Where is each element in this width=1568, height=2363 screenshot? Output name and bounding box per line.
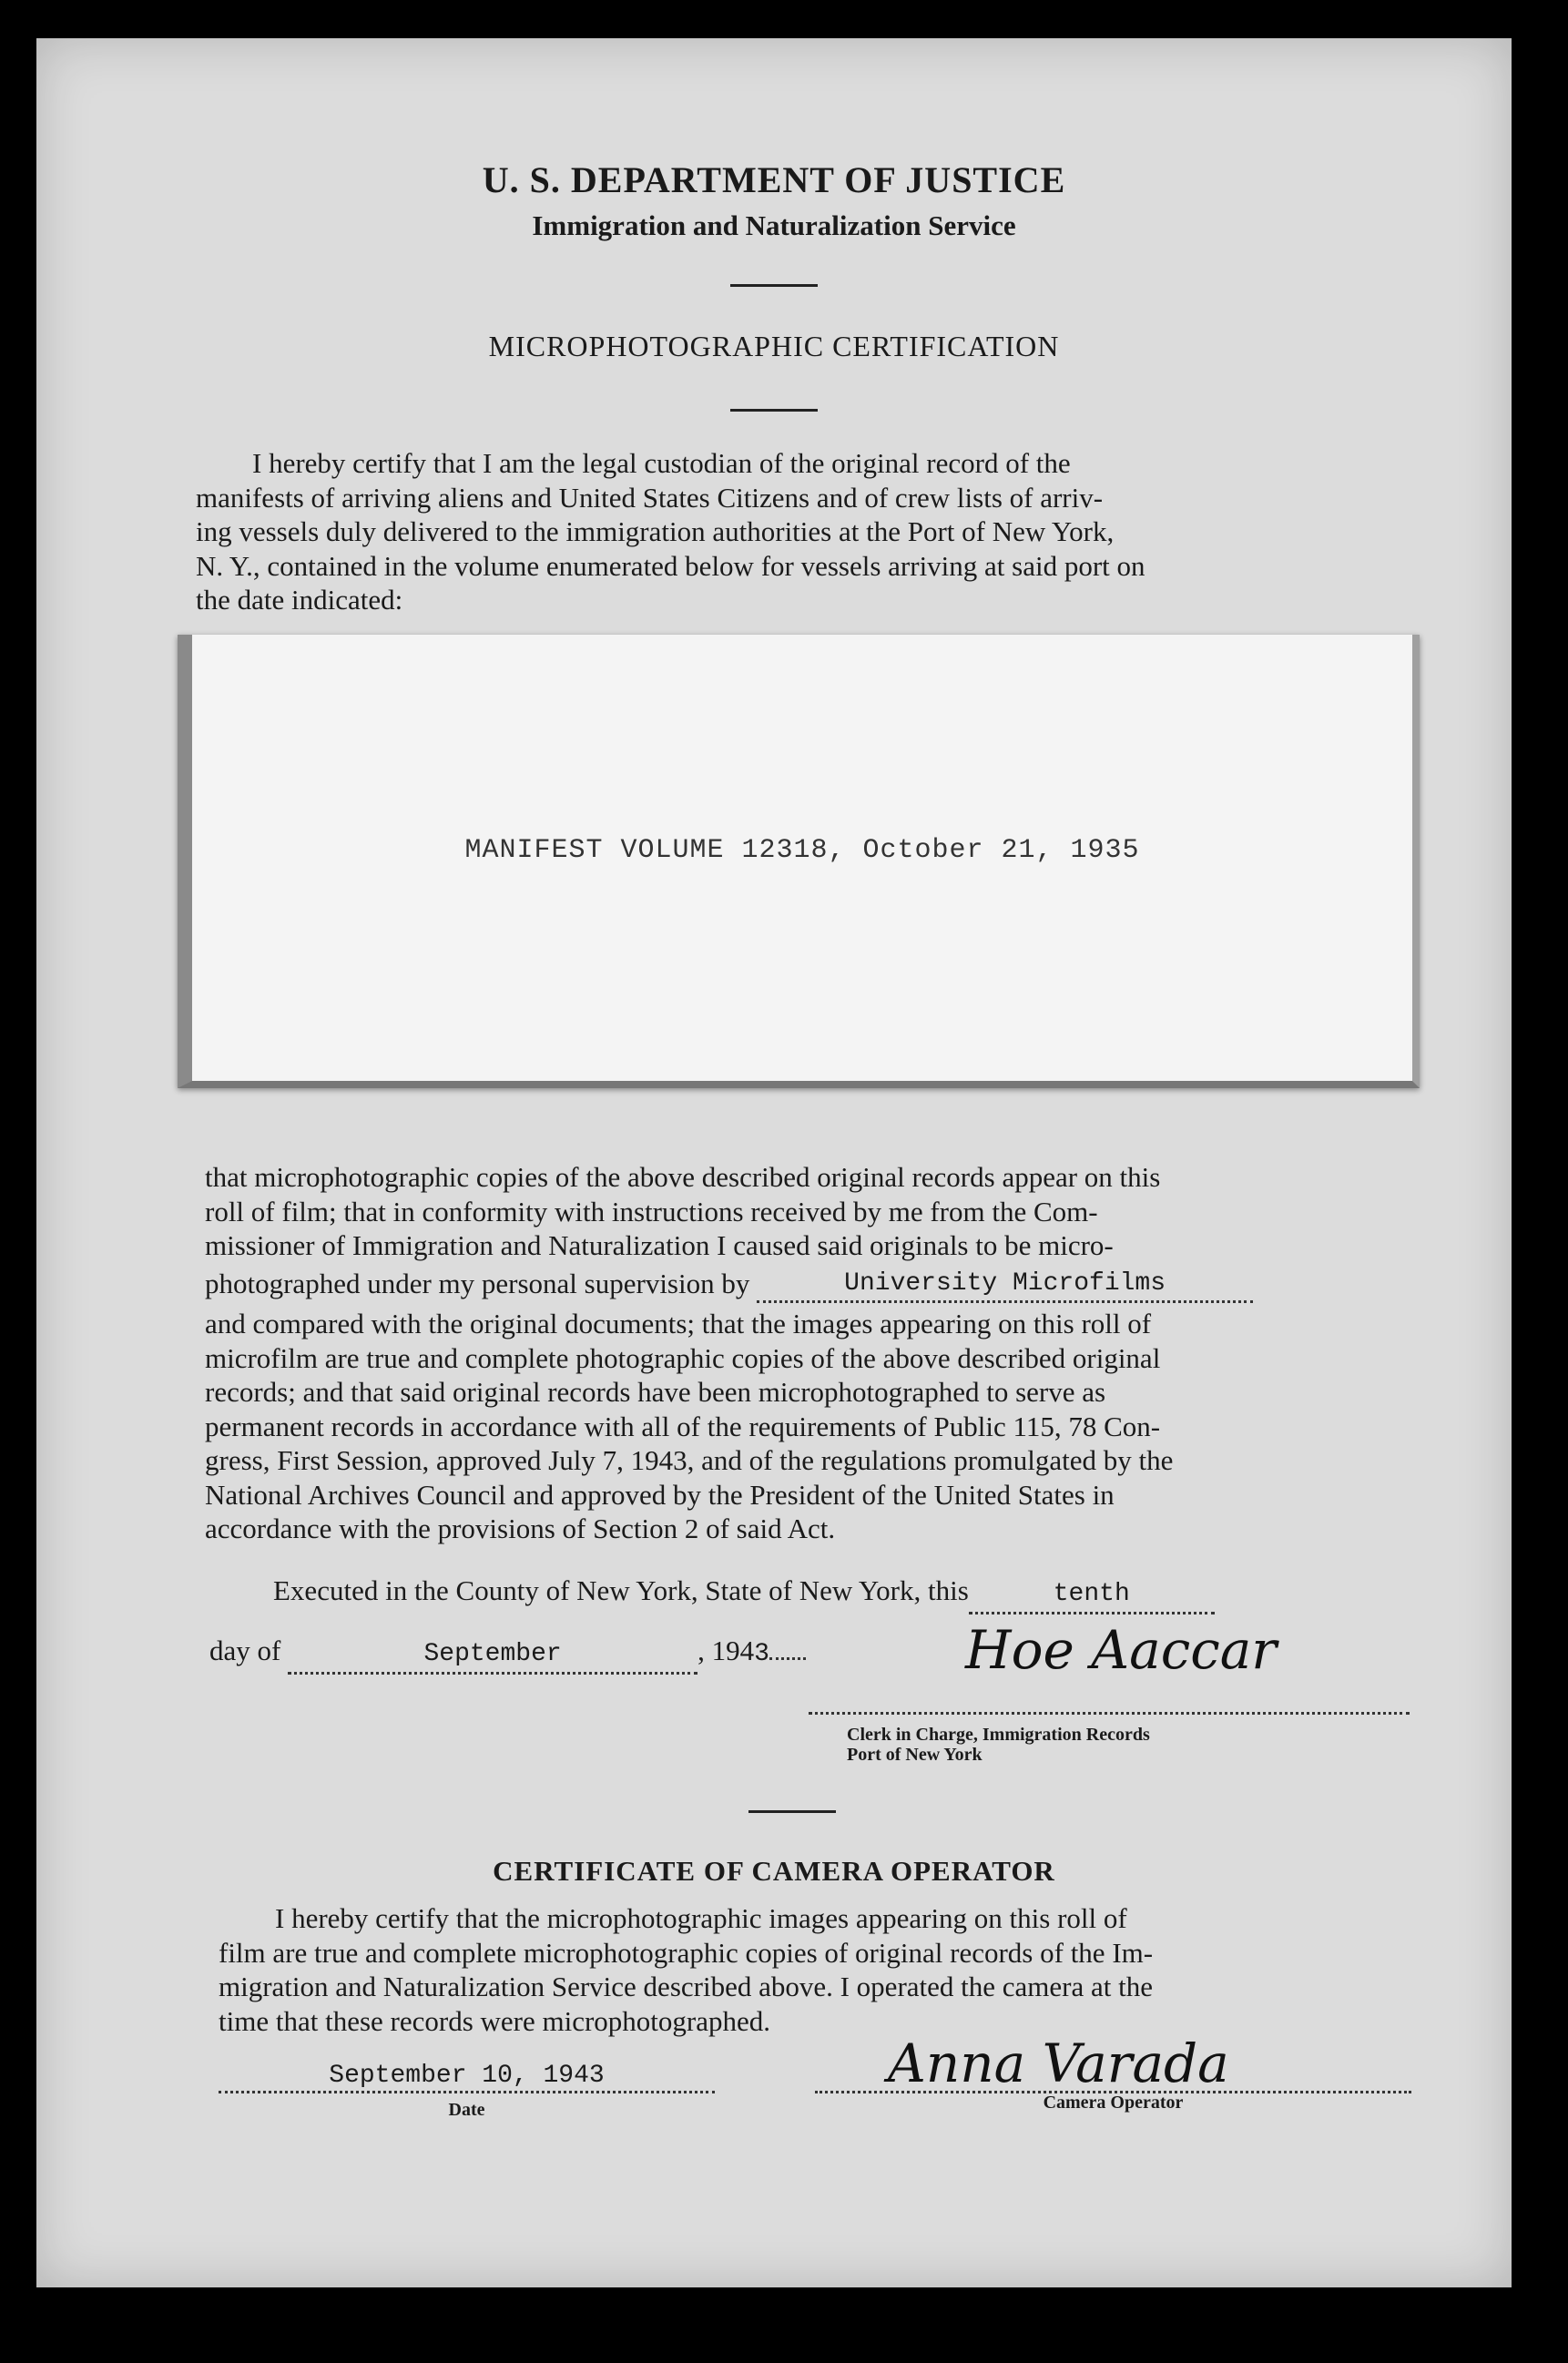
executed-month: September: [423, 1640, 562, 1668]
intro-line: manifests of arriving aliens and United States Citizens and of crew lists of arriv-: [196, 481, 1104, 514]
day-of-line: [209, 1634, 938, 1675]
operator-line: time that these records were microphotographed.: [219, 2004, 770, 2037]
operator-caption: Camera Operator: [1043, 2093, 1184, 2113]
body-paragraph: [205, 1160, 1400, 1546]
supervisor-field: [757, 1263, 1253, 1304]
intro-line: I hereby certify that I am the legal custodian of the original record of the: [252, 447, 1071, 479]
manifest-volume-label: MANIFEST VOLUME 12318, October 21, 1935: [464, 835, 1140, 866]
certification-title: MICROPHOTOGRAPHIC CERTIFICATION: [488, 330, 1060, 362]
intro-line: the date indicated:: [196, 584, 403, 616]
divider-rule: [748, 1810, 836, 1813]
year-dots: [769, 1657, 806, 1660]
clerk-signature-line: [809, 1712, 1410, 1715]
certificate-sheet: [36, 38, 1512, 2287]
intro-line: ing vessels duly delivered to the immigration authorities at the Port of New York,: [196, 515, 1115, 547]
clerk-title: Clerk in Charge, Immigration Records: [847, 1725, 1150, 1745]
department-heading: U. S. DEPARTMENT OF JUSTICE: [482, 159, 1066, 200]
operator-signature: Anna Varada: [888, 2032, 1229, 2094]
body-line: microfilm are true and complete photographic copies of the above described original: [205, 1341, 1161, 1374]
operator-section-title: CERTIFICATE OF CAMERA OPERATOR: [493, 1855, 1055, 1887]
body-line: National Archives Council and approved by the President of the United States in: [205, 1478, 1115, 1511]
year-digit: 3: [754, 1640, 769, 1668]
operator-line: film are true and complete microphotographic copies of original records of the Im-: [219, 1936, 1154, 1969]
year-prefix: , 194: [697, 1635, 755, 1666]
body-line: missioner of Immigration and Naturalization I caused said originals to be micro-: [205, 1229, 1114, 1261]
supervision-prefix: photographed under my personal supervision by: [205, 1267, 750, 1299]
clerk-port: Port of New York: [847, 1745, 983, 1765]
executed-day-field: [969, 1574, 1215, 1614]
day-of-label: day of: [209, 1635, 281, 1666]
body-line: records; and that said original records have been microphotographed to serve as: [205, 1376, 1106, 1408]
body-line: and compared with the original documents; that the images appearing on this roll of: [205, 1308, 1152, 1339]
date-label: Date: [448, 2100, 485, 2120]
body-line: accordance with the provisions of Section 2 of said Act.: [205, 1513, 836, 1544]
divider-rule: [730, 284, 818, 287]
supervisor-name: University Microfilms: [844, 1268, 1166, 1298]
operator-line: I hereby certify that the microphotographic images appearing on this roll of: [275, 1902, 1127, 1934]
operator-date: September 10, 1943: [329, 2062, 605, 2090]
executed-prefix: Executed in the County of New York, State of New York, this: [273, 1574, 969, 1606]
operator-paragraph: [219, 1901, 1408, 2038]
supervision-line: [205, 1267, 1400, 1308]
clerk-caption: [847, 1725, 1150, 1765]
body-line: permanent records in accordance with all of the requirements of Public 115, 78 Con-: [205, 1410, 1161, 1442]
body-line: that microphotographic copies of the above described original records appear on this: [205, 1161, 1161, 1193]
volume-insert-card: [178, 635, 1420, 1088]
date-line: [219, 2091, 715, 2093]
service-subheading: Immigration and Naturalization Service: [532, 209, 1016, 241]
executed-day: tenth: [1053, 1580, 1130, 1608]
executed-line: [273, 1574, 1402, 1614]
divider-rule: [730, 409, 818, 412]
month-field: [288, 1634, 697, 1675]
body-line: roll of film; that in conformity with instructions received by me from the Com-: [205, 1195, 1098, 1227]
intro-line: N. Y., contained in the volume enumerated below for vessels arriving at said port on: [196, 549, 1145, 582]
intro-paragraph: [196, 446, 1390, 617]
body-line: gress, First Session, approved July 7, 1943, and of the regulations promulgated by the: [205, 1444, 1174, 1476]
operator-line: migration and Naturalization Service described above. I operated the camera at the: [219, 1971, 1153, 2002]
clerk-signature: Hoe Aaccar: [965, 1619, 1277, 1681]
